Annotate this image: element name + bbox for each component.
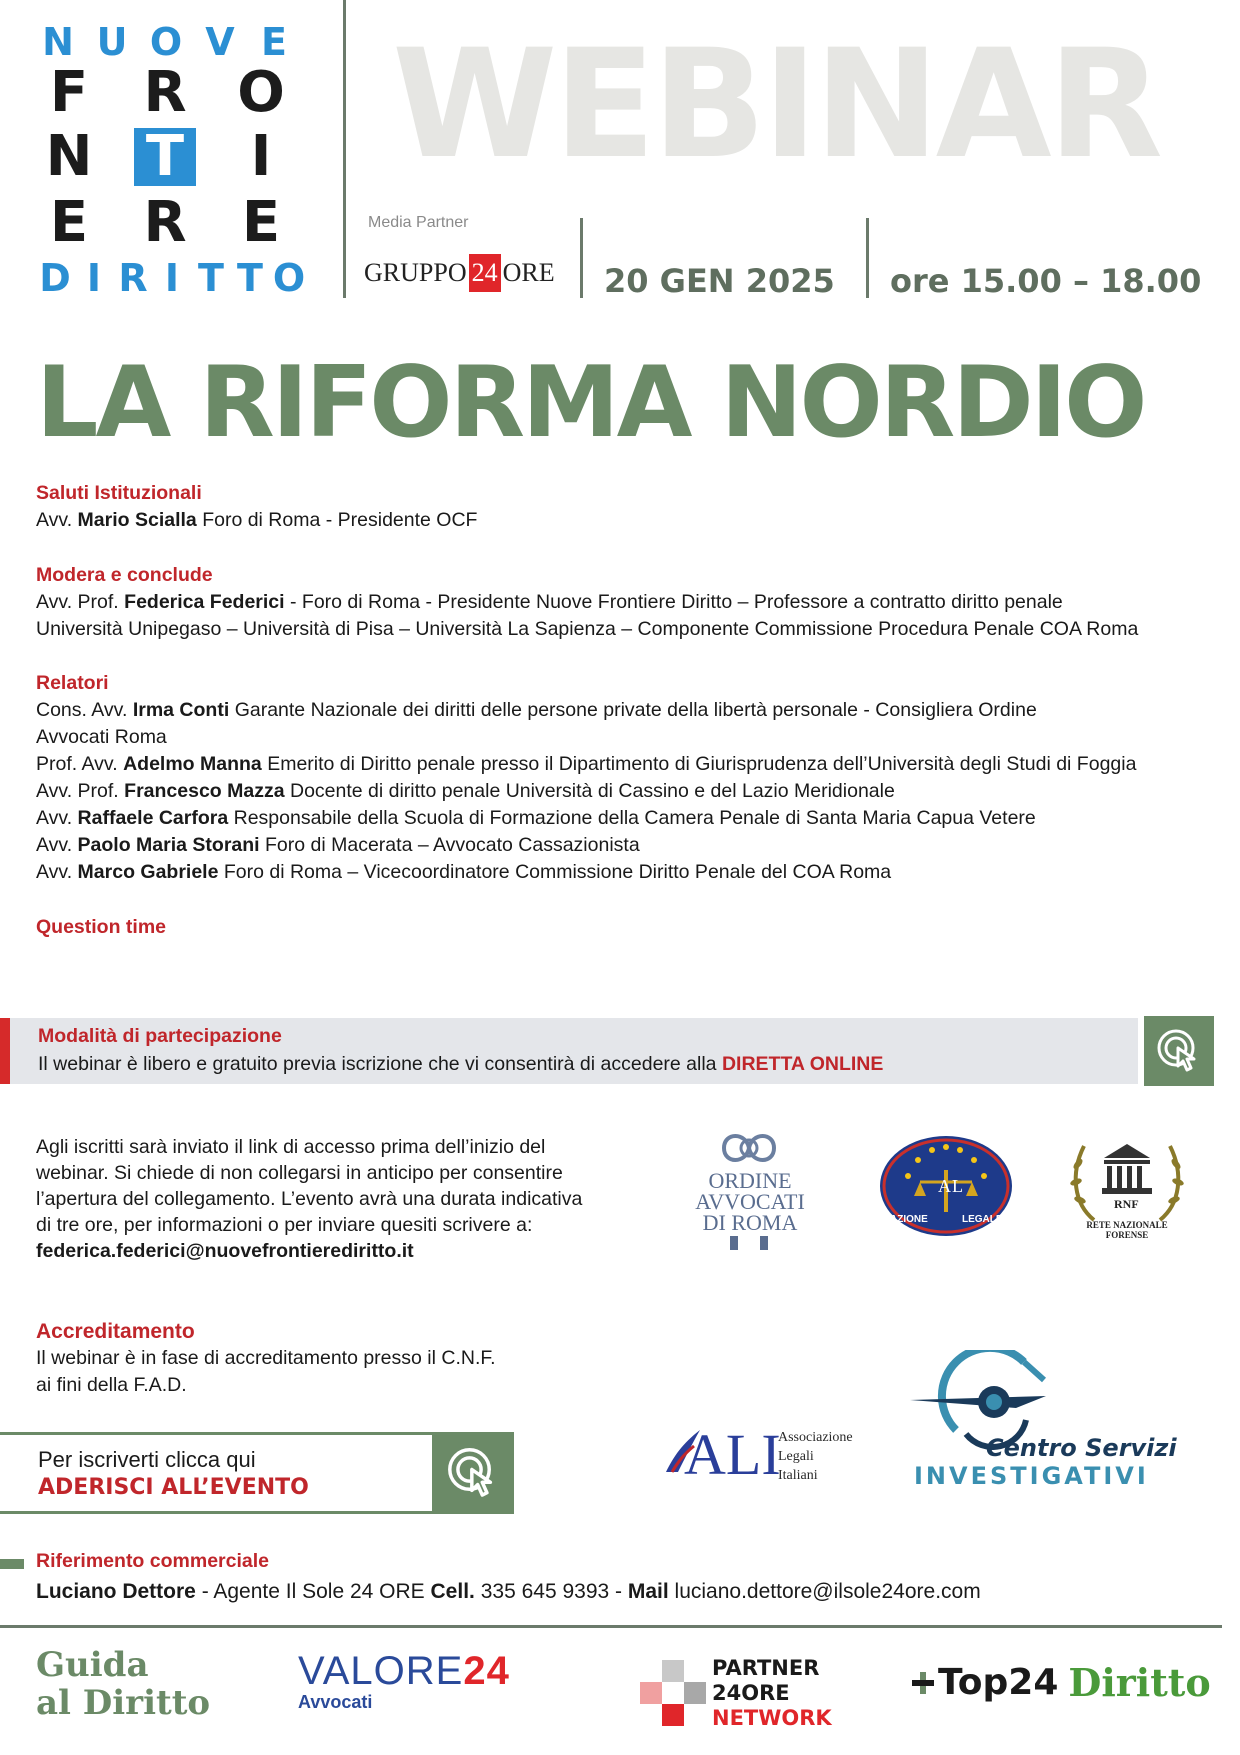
speaker-desc: Garante Nazionale dei diritti delle persone private della libertà personale - Consigliera Ordine: [234, 699, 1037, 721]
brand-letter: D: [39, 256, 71, 300]
brand-letter: I: [250, 124, 272, 189]
modera-section: [36, 562, 1226, 643]
speaker-line: [36, 507, 1226, 534]
contact-name: Luciano Dettore: [36, 1580, 196, 1603]
brand-letter: R: [118, 256, 148, 300]
section-heading: Accreditamento: [36, 1320, 195, 1343]
speaker-name: Irma Conti: [132, 699, 230, 721]
brand-letter: T: [237, 256, 263, 300]
info-line: l’apertura del collegamento. L’evento avrà una durata indicativa: [36, 1188, 583, 1210]
speaker-name: Francesco Mazza: [124, 780, 285, 802]
aderisci-button-label[interactable]: ADERISCI ALL’EVENTO: [38, 1475, 309, 1500]
plus-icon: [912, 1672, 934, 1694]
speaker-desc: Responsabile della Scuola di Formazione della Camera Penale di Santa Maria Capua Vetere: [233, 807, 1036, 829]
media-partner-label: Media Partner: [368, 214, 469, 231]
cell-label: Cell.: [430, 1580, 475, 1603]
red-accent: [0, 1018, 10, 1084]
partner-network-icon: [640, 1660, 706, 1726]
question-time-heading: Question time: [36, 916, 167, 938]
speaker-line: [36, 697, 1226, 724]
brand-letter: U: [96, 20, 128, 64]
modalita-desc: [38, 1050, 883, 1078]
csi-bottom-text: INVESTIGATIVI: [914, 1462, 1149, 1490]
info-line: webinar. Si chiede di non collegarsi in anticipo per consentire: [36, 1162, 563, 1184]
brand-letter: V: [205, 20, 235, 64]
speaker-name: Adelmo Manna: [123, 753, 262, 775]
ali-wordmark: ALI: [684, 1422, 781, 1487]
ordine-line: DI ROMA: [702, 1210, 798, 1235]
gruppo-24-box: 24: [469, 254, 501, 292]
speaker-desc: Foro di Roma – Vicecoordinatore Commissione Diritto Penale del COA Roma: [223, 861, 892, 883]
saluti-section: [36, 480, 1226, 534]
speaker-line: [36, 805, 1226, 832]
brand-letter: E: [261, 20, 287, 64]
rnf-arc-text: RETE NAZIONALE FORENSE: [1086, 1220, 1168, 1240]
speaker-prefix: Avv. Prof.: [36, 591, 119, 613]
partner-line: PARTNER: [712, 1656, 820, 1680]
speaker-line: [36, 832, 1226, 859]
partner24ore-logo: [640, 1660, 706, 1731]
speaker-prefix: Avv. Prof.: [36, 780, 119, 802]
speaker-name: Mario Scialla: [77, 509, 197, 531]
speaker-prefix: Avv.: [36, 807, 73, 829]
svg-text:A: A: [938, 1176, 951, 1196]
pointer-hand-icon: [444, 1444, 502, 1502]
speaker-prefix: Avv.: [36, 509, 73, 531]
csi-top-text: Centro Servizi: [986, 1434, 1177, 1462]
section-heading: Relatori: [36, 672, 109, 694]
header-divider: [580, 218, 583, 298]
brand-letter: E: [49, 190, 89, 255]
header-divider: [343, 0, 346, 298]
top24-text: Top24: [938, 1662, 1059, 1703]
azione-label: AZIONE: [890, 1214, 928, 1225]
partner24ore-text: [712, 1656, 832, 1731]
brand-letter: I: [86, 256, 102, 300]
brand-letter: R: [143, 190, 187, 255]
speaker-line: [36, 589, 1226, 616]
modalita-body: Il webinar è libero e gratuito previa iscrizione che vi consentirà di accedere alla: [38, 1053, 717, 1075]
speaker-desc: - Foro di Roma - Presidente Nuove Frontiere Diritto – Professore a contratto diritto penale: [290, 591, 1063, 613]
contact-email-link[interactable]: federica.federici@nuovefrontierediritto.it: [36, 1240, 414, 1262]
legale-label: LEGALE: [962, 1214, 1003, 1225]
footer-divider: [0, 1625, 1222, 1628]
brand-letter: O: [237, 60, 285, 125]
brand-letter: N: [42, 20, 74, 64]
top24-diritto-logo: [912, 1660, 1211, 1705]
speaker-name: Federica Federici: [124, 591, 285, 613]
speaker-prefix: Avv.: [36, 834, 73, 856]
ordine-line: AVVOCATI: [695, 1189, 805, 1214]
riferimento-line: [36, 1575, 1226, 1609]
valore-text: VALORE: [298, 1649, 464, 1693]
speaker-desc: Docente di diritto penale Università di Cassino e del Lazio Meridionale: [289, 780, 895, 802]
valore-24: 24: [463, 1649, 510, 1693]
speaker-name: Raffaele Carfora: [77, 807, 229, 829]
partner-line: NETWORK: [712, 1706, 832, 1730]
valore-subtitle: Avvocati: [298, 1692, 373, 1712]
speaker-desc: Emerito di Diritto penale presso il Dipartimento di Giurisprudenza dell’Università degli Studi di Foggia: [267, 753, 1137, 775]
page-title: LA RIFORMA NORDIO: [36, 346, 1145, 460]
brand-letter: E: [241, 190, 281, 255]
brand-letter: T: [198, 256, 224, 300]
section-heading: Saluti Istituzionali: [36, 482, 202, 504]
speaker-line: [36, 751, 1226, 778]
register-cta[interactable]: [38, 1446, 309, 1502]
rete-nazionale-forense-logo: [1064, 1124, 1190, 1244]
gruppo-text: GRUPPO: [364, 258, 467, 287]
brand-letter: O: [272, 256, 306, 300]
accreditamento-section: [36, 1318, 636, 1399]
cell-number[interactable]: 335 645 9393 -: [480, 1580, 623, 1603]
accreditamento-line: Il webinar è in fase di accreditamento presso il C.N.F.: [36, 1347, 496, 1369]
brand-letter: O: [149, 20, 183, 64]
contact-mail-link[interactable]: luciano.dettore@ilsole24ore.com: [674, 1580, 981, 1603]
ali-subtitle: Legali: [778, 1449, 814, 1464]
valore24-logo: [298, 1650, 510, 1713]
diretta-online-link[interactable]: DIRETTA ONLINE: [721, 1053, 884, 1075]
section-heading: Riferimento commerciale: [36, 1550, 270, 1572]
speaker-name: Marco Gabriele: [77, 861, 219, 883]
pointer-hand-icon: [1154, 1026, 1204, 1076]
guida-line: al Diritto: [36, 1683, 211, 1723]
diritto-text: Diritto: [1068, 1660, 1211, 1705]
ali-subtitle: Associazione: [778, 1430, 853, 1445]
partner-line: 24ORE: [712, 1681, 790, 1705]
guida-line: Guida: [36, 1645, 149, 1685]
info-block: [36, 1134, 656, 1264]
info-line: Agli iscritti sarà inviato il link di accesso prima dell’inizio del: [36, 1136, 546, 1158]
speaker-desc: Foro di Roma - Presidente OCF: [202, 509, 478, 531]
section-heading: Modera e conclude: [36, 564, 213, 586]
section-heading: Modalità di partecipazione: [38, 1025, 282, 1047]
event-time: ore 15.00 – 18.00: [890, 262, 1202, 300]
ali-subtitle: Italiani: [778, 1468, 818, 1483]
brand-letter: F: [49, 60, 89, 125]
webinar-heading: WEBINAR: [392, 18, 1160, 192]
contact-role: - Agente Il Sole 24 ORE: [201, 1580, 425, 1603]
speaker-name: Paolo Maria Storani: [77, 834, 260, 856]
ordine-avvocati-logo: [680, 1128, 820, 1256]
ali-logo: [664, 1418, 864, 1498]
svg-text:L: L: [952, 1176, 963, 1196]
gruppo-text: ORE: [502, 258, 555, 287]
ordine-line: ORDINE: [708, 1168, 792, 1193]
register-label: Per iscriverti clicca qui: [38, 1447, 256, 1472]
centro-servizi-investigativi-logo: [906, 1350, 1196, 1490]
speaker-line: [36, 778, 1226, 805]
knot-icon: [716, 1128, 782, 1168]
click-icon[interactable]: [1144, 1016, 1214, 1086]
accreditamento-line: ai fini della F.A.D.: [36, 1374, 187, 1396]
speaker-line: [36, 859, 1226, 886]
speaker-prefix: Cons. Avv.: [36, 699, 128, 721]
mail-label: Mail: [627, 1580, 669, 1603]
speaker-desc-continued: Avvocati Roma: [36, 726, 167, 748]
brand-letter: I: [164, 256, 180, 300]
svg-text:RNF: RNF: [1114, 1197, 1139, 1211]
speaker-prefix: Avv.: [36, 861, 73, 883]
speaker-desc: Foro di Macerata – Avvocato Cassazionista: [265, 834, 640, 856]
modalita-text: [38, 1022, 883, 1078]
speaker-prefix: Prof. Avv.: [36, 753, 118, 775]
header-divider: [866, 218, 869, 298]
event-date: 20 GEN 2025: [604, 262, 835, 300]
azione-legale-logo: [878, 1130, 1014, 1238]
green-accent: [0, 1559, 24, 1569]
guida-al-diritto-logo: [36, 1646, 210, 1722]
brand-letter: R: [143, 60, 187, 125]
riferimento-section: [36, 1548, 1226, 1609]
info-line: di tre ore, per informazioni o per inviare quesiti scrivere a:: [36, 1214, 533, 1236]
relatori-section: [36, 670, 1226, 886]
speaker-desc-continued: Università Unipegaso – Università di Pisa – Università La Sapienza – Componente Commissione Procedura Penale COA Roma: [36, 618, 1139, 640]
gruppo24ore-logo: [364, 254, 555, 292]
brand-letter: N: [45, 124, 93, 189]
brand-letter-highlight: T: [134, 128, 196, 186]
register-click-button[interactable]: [432, 1432, 514, 1514]
